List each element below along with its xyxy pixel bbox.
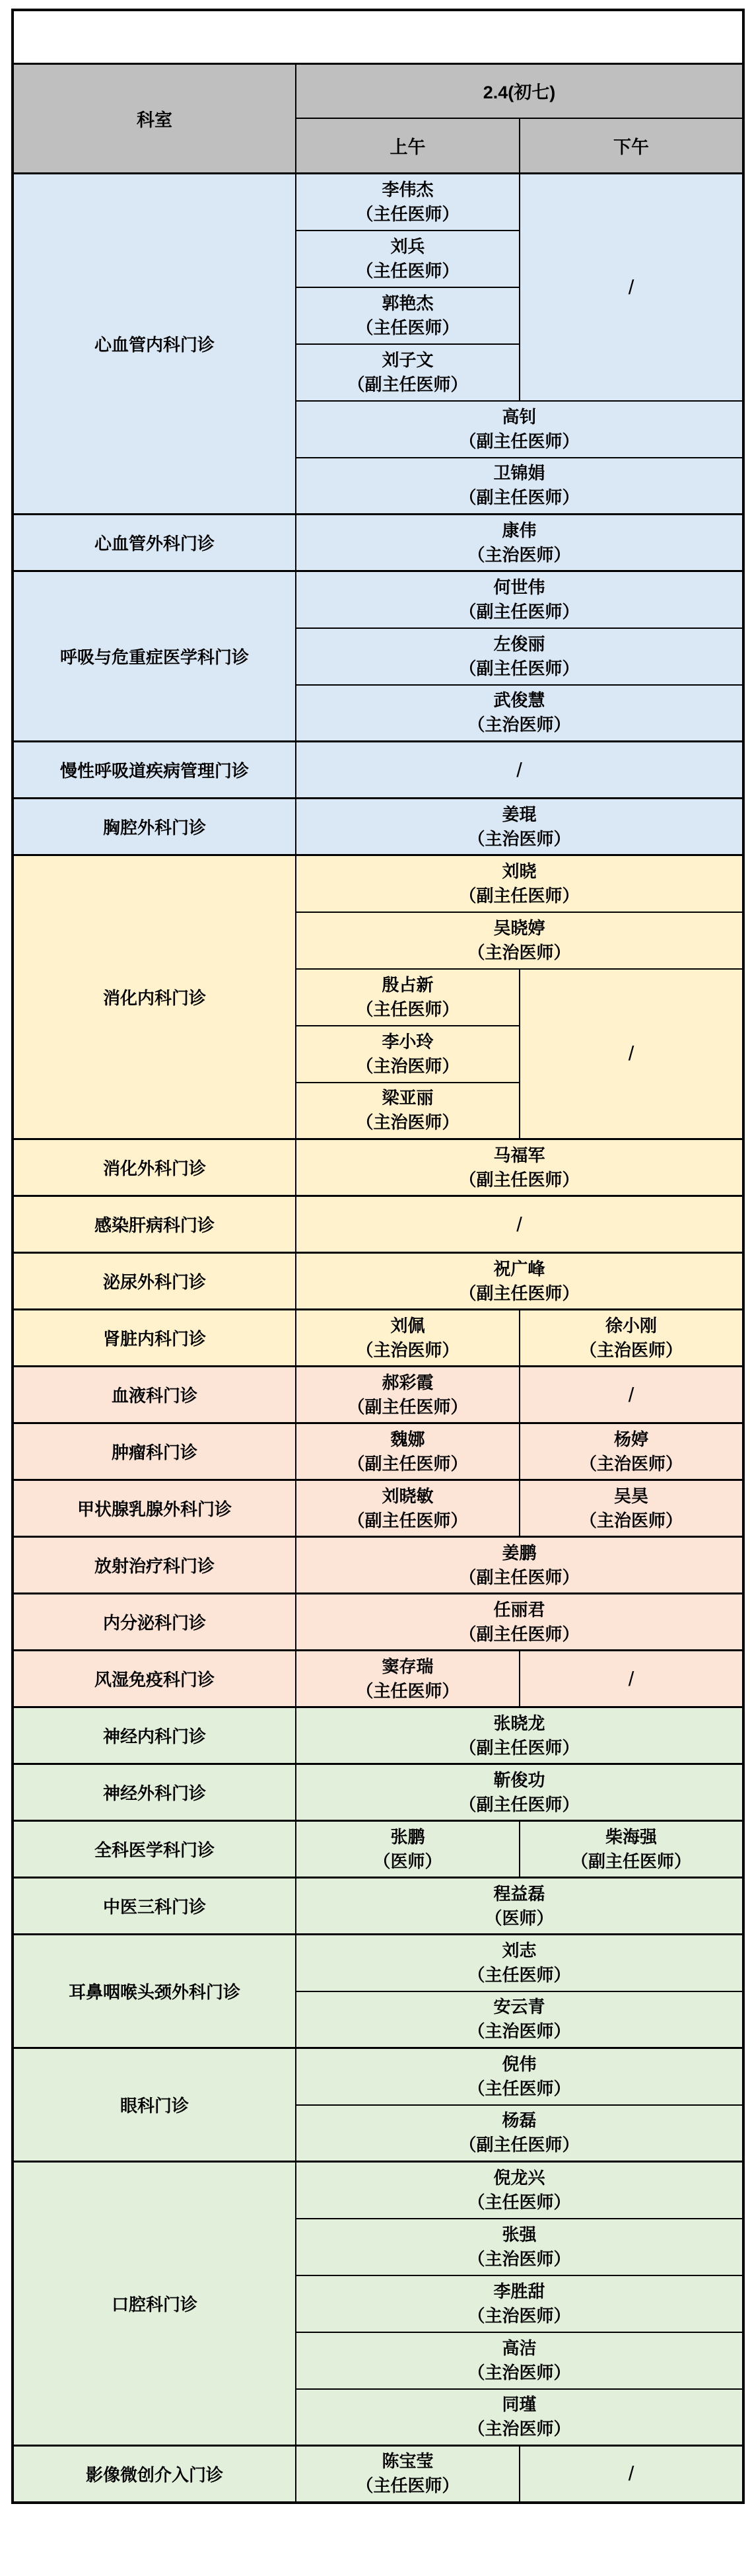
- doctor-name: 郭艳杰: [382, 293, 434, 313]
- doctor-title: （主任医师）: [467, 2078, 571, 2098]
- department-cell: 放射治疗科门诊: [13, 1537, 296, 1594]
- header-dept-cell: 科室: [13, 64, 296, 174]
- slash-text: /: [516, 1212, 522, 1236]
- doctor-title: （副主任医师）: [459, 1283, 580, 1303]
- doctor-title: （医师）: [373, 1851, 442, 1871]
- doctor-title: （主治医师）: [356, 1340, 460, 1360]
- schedule-row: [13, 855, 743, 912]
- doctor-cell: [296, 231, 520, 287]
- schedule-row: [13, 1480, 743, 1537]
- doctor-cell: [296, 855, 743, 912]
- doctor-name: 卫锦娟: [493, 463, 545, 483]
- doctor-cell: [296, 1480, 520, 1537]
- doctor-name: 杨婷: [613, 1429, 648, 1449]
- doctor-title: （副主任医师）: [459, 2135, 580, 2155]
- doctor-cell: [296, 1139, 743, 1196]
- doctor-name: 高钊: [502, 406, 537, 427]
- doctor-name: 李伟杰: [382, 179, 434, 199]
- doctor-title: （主治医师）: [467, 2362, 571, 2382]
- doctor-cell: [296, 1253, 743, 1310]
- doctor-title: （副主任医师）: [459, 601, 580, 622]
- schedule-row: [13, 1878, 743, 1935]
- doctor-title: （副主任医师）: [347, 1396, 468, 1417]
- slash-placeholder-cell: [520, 969, 743, 1139]
- doctor-title: （主治医师）: [356, 1112, 460, 1133]
- doctor-cell: [296, 912, 743, 969]
- department-cell: 甲状腺乳腺外科门诊: [13, 1480, 296, 1537]
- doctor-title: （医师）: [485, 1908, 554, 1928]
- department-cell: 肾脏内科门诊: [13, 1310, 296, 1367]
- doctor-name: 刘晓: [502, 861, 537, 881]
- schedule-row: [13, 571, 743, 628]
- schedule-row: [13, 1367, 743, 1423]
- doctor-cell: [296, 1367, 520, 1423]
- doctor-cell: [296, 2332, 743, 2389]
- doctor-title: （主任医师）: [467, 2192, 571, 2212]
- schedule-row: [13, 742, 743, 799]
- department-cell: 神经内科门诊: [13, 1707, 296, 1764]
- doctor-title: （主治医师）: [467, 2305, 571, 2326]
- doctor-cell: [296, 1821, 520, 1878]
- doctor-name: 殷占新: [382, 974, 434, 995]
- doctor-title: （主治医师）: [467, 544, 571, 565]
- doctor-title: （副主任医师）: [459, 1169, 580, 1190]
- header-date-cell: 2.4(初七): [296, 64, 743, 118]
- doctor-cell: [296, 1083, 520, 1139]
- doctor-cell: [296, 969, 520, 1026]
- schedule-row: [13, 1139, 743, 1196]
- doctor-title: （副主任医师）: [459, 1737, 580, 1758]
- doctor-name: 姜琨: [502, 804, 537, 824]
- doctor-cell: [296, 799, 743, 855]
- doctor-name: 陈宝莹: [382, 2451, 434, 2472]
- doctor-title: （主治医师）: [467, 828, 571, 849]
- department-cell: 心血管内科门诊: [13, 174, 296, 515]
- doctor-name: 窦存瑞: [382, 1656, 434, 1676]
- doctor-title: （副主任医师）: [570, 1851, 691, 1871]
- slash-placeholder-cell: [520, 1651, 743, 1707]
- slash-placeholder-cell: [296, 1196, 743, 1253]
- schedule-row: [13, 1196, 743, 1253]
- doctor-name: 李胜甜: [493, 2281, 545, 2301]
- doctor-title: （主任医师）: [356, 1680, 460, 1701]
- schedule-table: [11, 9, 745, 2504]
- doctor-name: 刘子文: [382, 349, 434, 370]
- doctor-cell: [296, 1935, 743, 1991]
- doctor-name: 吴晓婷: [493, 917, 545, 938]
- schedule-row: [13, 515, 743, 571]
- department-cell: 消化内科门诊: [13, 855, 296, 1139]
- schedule-row: [13, 2446, 743, 2503]
- doctor-cell: [296, 1991, 743, 2048]
- doctor-name: 吴昊: [613, 1485, 648, 1506]
- doctor-cell: [520, 1423, 743, 1480]
- schedule-row: [13, 1707, 743, 1764]
- doctor-name: 何世伟: [493, 577, 545, 597]
- department-cell: 血液科门诊: [13, 1367, 296, 1423]
- doctor-cell: [296, 287, 520, 344]
- title-spacer: [13, 10, 743, 64]
- doctor-name: 高洁: [502, 2338, 537, 2358]
- doctor-cell: [296, 458, 743, 515]
- doctor-cell: [296, 2162, 743, 2219]
- doctor-title: （主治医师）: [467, 2021, 571, 2042]
- doctor-title: （主治医师）: [467, 715, 571, 735]
- doctor-name: 张晓龙: [493, 1713, 545, 1733]
- doctor-cell: [296, 628, 743, 685]
- doctor-cell: [296, 1651, 520, 1707]
- slash-text: /: [628, 1042, 634, 1065]
- slash-text: /: [628, 1666, 634, 1690]
- doctor-title: （副主任医师）: [347, 374, 468, 394]
- doctor-title: （主任医师）: [356, 260, 460, 281]
- header-pm-cell: 下午: [520, 118, 743, 174]
- doctor-title: （副主任医师）: [459, 431, 580, 451]
- doctor-title: （主任医师）: [356, 203, 460, 224]
- doctor-title: （主任医师）: [356, 2476, 460, 2496]
- slash-text: /: [628, 275, 634, 299]
- doctor-cell: [296, 685, 743, 742]
- schedule-row: [13, 2162, 743, 2219]
- doctor-name: 安云青: [493, 1997, 545, 2017]
- schedule-row: [13, 799, 743, 855]
- doctor-name: 姜鹏: [502, 1542, 537, 1563]
- schedule-row: [13, 1537, 743, 1594]
- doctor-title: （主任医师）: [467, 1964, 571, 1985]
- doctor-name: 祝广峰: [493, 1258, 545, 1279]
- doctor-cell: [296, 1310, 520, 1367]
- department-cell: 呼吸与危重症医学科门诊: [13, 571, 296, 742]
- doctor-cell: [296, 2105, 743, 2162]
- schedule-row: [13, 1310, 743, 1367]
- department-cell: 耳鼻咽喉头颈外科门诊: [13, 1935, 296, 2048]
- department-cell: 感染肝病科门诊: [13, 1196, 296, 1253]
- slash-placeholder-cell: [520, 1367, 743, 1423]
- doctor-name: 任丽君: [493, 1599, 545, 1620]
- department-cell: 中医三科门诊: [13, 1878, 296, 1935]
- doctor-cell: [296, 1707, 743, 1764]
- doctor-title: （主治医师）: [579, 1510, 683, 1530]
- doctor-title: （副主任医师）: [347, 1510, 468, 1530]
- doctor-name: 梁亚丽: [382, 1088, 434, 1108]
- doctor-title: （主治医师）: [467, 2248, 571, 2269]
- doctor-cell: [296, 401, 743, 458]
- doctor-title: （主治医师）: [467, 2419, 571, 2439]
- doctor-title: （副主任医师）: [459, 1624, 580, 1644]
- doctor-title: （副主任医师）: [459, 1794, 580, 1814]
- doctor-name: 马福军: [493, 1145, 545, 1165]
- doctor-name: 靳俊功: [493, 1770, 545, 1790]
- doctor-cell: [296, 2446, 520, 2503]
- doctor-cell: [296, 1764, 743, 1821]
- doctor-name: 杨磊: [502, 2110, 537, 2131]
- doctor-title: （主治医师）: [579, 1340, 683, 1360]
- doctor-name: 郝彩霞: [382, 1372, 434, 1392]
- doctor-name: 同瑾: [502, 2394, 537, 2415]
- doctor-name: 倪龙兴: [493, 2167, 545, 2188]
- schedule-row: [13, 1935, 743, 1991]
- department-cell: 风湿免疫科门诊: [13, 1651, 296, 1707]
- doctor-title: （主治医师）: [579, 1453, 683, 1474]
- doctor-title: （主任医师）: [356, 999, 460, 1019]
- doctor-title: （主治医师）: [356, 1055, 460, 1076]
- doctor-name: 张鹏: [390, 1826, 425, 1847]
- doctor-name: 武俊慧: [493, 690, 545, 711]
- schedule-row: [13, 1423, 743, 1480]
- doctor-name: 康伟: [502, 520, 537, 540]
- slash-placeholder-cell: [520, 174, 743, 401]
- doctor-cell: [296, 2275, 743, 2332]
- doctor-name: 左俊丽: [493, 633, 545, 654]
- doctor-cell: [296, 1026, 520, 1083]
- schedule-row: [13, 1764, 743, 1821]
- schedule-row: [13, 1594, 743, 1651]
- doctor-name: 刘兵: [390, 236, 425, 256]
- department-cell: 胸腔外科门诊: [13, 799, 296, 855]
- doctor-cell: [296, 344, 520, 401]
- doctor-name: 程益磊: [493, 1883, 545, 1904]
- doctor-name: 张强: [502, 2224, 537, 2244]
- doctor-cell: [296, 2048, 743, 2105]
- doctor-cell: [520, 1821, 743, 1878]
- doctor-name: 魏娜: [390, 1429, 425, 1449]
- doctor-name: 倪伟: [502, 2054, 537, 2074]
- doctor-title: （副主任医师）: [459, 885, 580, 906]
- department-cell: 肿瘤科门诊: [13, 1423, 296, 1480]
- doctor-title: （副主任医师）: [459, 658, 580, 678]
- doctor-cell: [296, 1594, 743, 1651]
- slash-text: /: [628, 2462, 634, 2486]
- doctor-cell: [296, 1423, 520, 1480]
- schedule-row: [13, 1821, 743, 1878]
- doctor-cell: [296, 515, 743, 571]
- slash-placeholder-cell: [520, 2446, 743, 2503]
- doctor-title: （副主任医师）: [459, 487, 580, 508]
- department-cell: 消化外科门诊: [13, 1139, 296, 1196]
- doctor-name: 柴海强: [605, 1826, 657, 1847]
- doctor-cell: [520, 1310, 743, 1367]
- doctor-name: 徐小刚: [605, 1315, 657, 1336]
- slash-placeholder-cell: [296, 742, 743, 799]
- slash-text: /: [628, 1382, 634, 1406]
- doctor-cell: [296, 2219, 743, 2275]
- department-cell: 心血管外科门诊: [13, 515, 296, 571]
- doctor-cell: [520, 1480, 743, 1537]
- department-cell: 泌尿外科门诊: [13, 1253, 296, 1310]
- slash-text: /: [516, 758, 522, 781]
- doctor-name: 刘志: [502, 1940, 537, 1960]
- schedule-row: [13, 174, 743, 231]
- spacer-row: [13, 10, 743, 64]
- department-cell: 口腔科门诊: [13, 2162, 296, 2446]
- doctor-cell: [296, 571, 743, 628]
- doctor-cell: [296, 1537, 743, 1594]
- header-am-cell: 上午: [296, 118, 520, 174]
- department-cell: 眼科门诊: [13, 2048, 296, 2162]
- department-cell: 慢性呼吸道疾病管理门诊: [13, 742, 296, 799]
- doctor-name: 刘晓敏: [382, 1485, 434, 1506]
- doctor-name: 刘佩: [390, 1315, 425, 1336]
- schedule-row: [13, 2048, 743, 2105]
- doctor-cell: [296, 2389, 743, 2446]
- doctor-name: 李小玲: [382, 1031, 434, 1052]
- doctor-cell: [296, 1878, 743, 1935]
- department-cell: 影像微创介入门诊: [13, 2446, 296, 2503]
- doctor-title: （主任医师）: [356, 317, 460, 338]
- header-row-date: [13, 64, 743, 118]
- department-cell: 神经外科门诊: [13, 1764, 296, 1821]
- schedule-header: [13, 10, 743, 174]
- doctor-title: （主治医师）: [467, 942, 571, 962]
- department-cell: 全科医学科门诊: [13, 1821, 296, 1878]
- schedule-row: [13, 1651, 743, 1707]
- doctor-title: （副主任医师）: [347, 1453, 468, 1474]
- doctor-cell: [296, 174, 520, 231]
- schedule-row: [13, 1253, 743, 1310]
- doctor-title: （副主任医师）: [459, 1567, 580, 1587]
- department-cell: 内分泌科门诊: [13, 1594, 296, 1651]
- schedule-body: [13, 174, 743, 2503]
